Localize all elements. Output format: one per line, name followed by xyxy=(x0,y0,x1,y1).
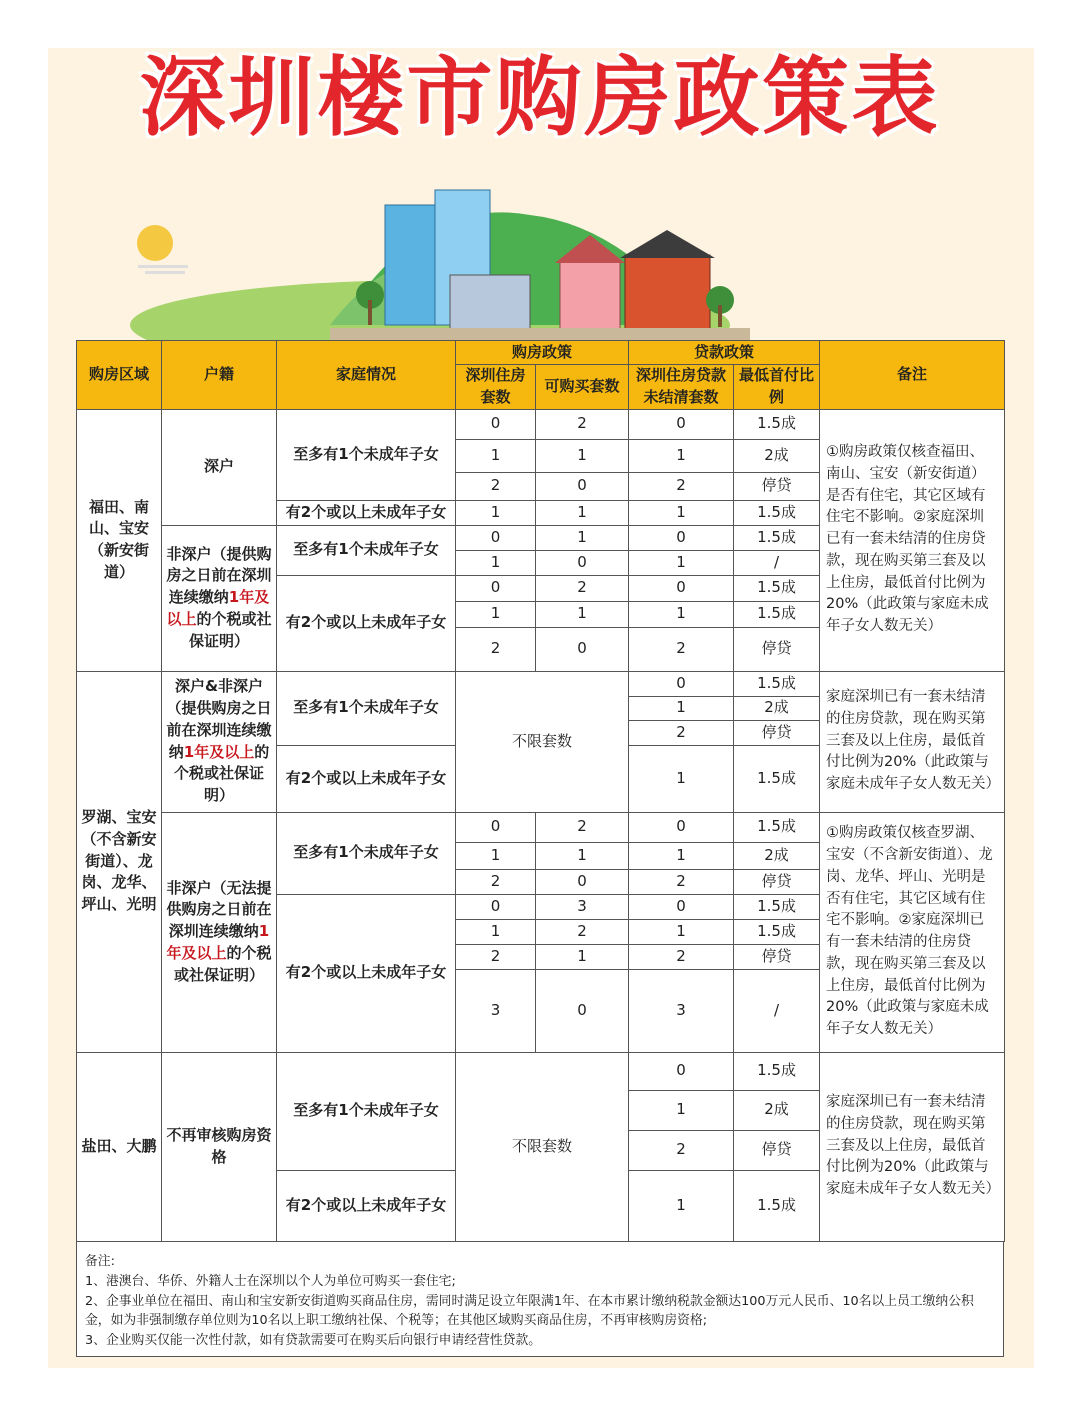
table-cell: 0 xyxy=(629,812,734,842)
table-cell: 非深户（无法提供购房之日前在深圳连续缴纳 xyxy=(166,878,272,941)
table-cell: 1 xyxy=(629,745,734,812)
table-cell: 2 xyxy=(536,575,629,601)
table-cell: 2 xyxy=(629,627,734,671)
header-buy-policy: 购房政策 xyxy=(456,341,629,365)
page-title: 深圳楼市购房政策表 xyxy=(139,48,941,148)
table-cell: 1 xyxy=(629,500,734,525)
table-cell: 0 xyxy=(629,525,734,550)
table-cell: 1 xyxy=(629,696,734,720)
table-cell: 1 xyxy=(536,500,629,525)
table-cell: / xyxy=(734,550,820,575)
table-cell: 停贷 xyxy=(734,944,820,969)
family-cell: 至多有1个未成年子女 xyxy=(277,525,456,575)
table-cell: 1.5成 xyxy=(734,409,820,439)
table-cell: 停贷 xyxy=(734,1130,820,1170)
table-cell: 2 xyxy=(536,409,629,439)
table-cell: 2 xyxy=(629,1130,734,1170)
footnote-2: 2、企事业单位在福田、南山和宝安新安街道购买商品住房，需同时满足设立年限满1年、在本市累计缴纳税款金额达100万元人民币、10名以上员工缴纳公积金，如为非强制缴存单位则为10名以上职工缴纳社保、个税等；在其他区域购买商品住房，不再审核购房资格; xyxy=(85,1293,974,1329)
table-cell: 1.5成 xyxy=(734,745,820,812)
header-owned: 深圳住房套数 xyxy=(456,365,536,410)
table-cell: 1.5成 xyxy=(734,525,820,550)
table-cell: 1 xyxy=(629,1090,734,1130)
table-cell: 1 xyxy=(536,842,629,869)
policy-table xyxy=(76,340,1004,1242)
family-cell: 至多有1个未成年子女 xyxy=(277,1052,456,1170)
region-cell: 罗湖、宝安（不含新安街道）、龙岗、龙华、坪山、光明 xyxy=(77,671,162,1052)
table-cell: 2 xyxy=(536,919,629,944)
hukou-cell: 深户 xyxy=(162,409,277,525)
header-hukou: 户籍 xyxy=(162,341,277,410)
table-cell: 0 xyxy=(536,550,629,575)
table-cell: 停贷 xyxy=(734,472,820,500)
table-cell: 0 xyxy=(456,812,536,842)
hukou-cell xyxy=(162,812,277,1052)
table-cell: 1 xyxy=(536,525,629,550)
table-row xyxy=(77,409,1005,439)
table-cell: 1 xyxy=(456,842,536,869)
table-cell: / xyxy=(734,969,820,1052)
table-cell: 1年及以上 xyxy=(166,588,270,628)
table-row xyxy=(77,812,1005,842)
unlimited-cell: 不限套数 xyxy=(456,1052,629,1241)
table-cell: 2成 xyxy=(734,696,820,720)
table-cell: 1.5成 xyxy=(734,894,820,919)
table-cell: 0 xyxy=(456,409,536,439)
family-cell: 有2个或以上未成年子女 xyxy=(277,745,456,812)
table-cell: 的个税或社保证明） xyxy=(173,742,270,804)
family-cell: 有2个或以上未成年子女 xyxy=(277,500,456,525)
table-cell: 0 xyxy=(629,894,734,919)
table-cell: 停贷 xyxy=(734,627,820,671)
remark-cell: ①购房政策仅核查福田、南山、宝安（新安街道）是否有住宅，其它区域有住宅不影响。②家庭深圳已有一套未结清的住房贷款，现在购买第三套及以上住房，最低首付比例为20%（此政策与家庭未成年子女人数无关） xyxy=(820,409,1005,671)
footnotes xyxy=(76,1242,1004,1357)
table-cell: 2 xyxy=(456,944,536,969)
table-cell: 1.5成 xyxy=(734,1170,820,1241)
table-cell: 2成 xyxy=(734,1090,820,1130)
family-cell: 至多有1个未成年子女 xyxy=(277,409,456,500)
remark-cell: 家庭深圳已有一套未结清的住房贷款，现在购买第三套及以上住房，最低首付比例为20%（此政策与家庭未成年子女人数无关） xyxy=(820,1052,1005,1241)
table-cell: 0 xyxy=(629,671,734,696)
table-cell: 0 xyxy=(536,969,629,1052)
table-cell: 0 xyxy=(629,1052,734,1090)
table-cell: 2 xyxy=(629,869,734,894)
table-cell: 0 xyxy=(536,627,629,671)
table-cell: 1年及以上 xyxy=(166,922,270,962)
table-cell: 0 xyxy=(629,409,734,439)
table-cell: 2 xyxy=(629,944,734,969)
unlimited-cell: 不限套数 xyxy=(456,671,629,812)
table-cell: 停贷 xyxy=(734,720,820,745)
table-cell: 停贷 xyxy=(734,869,820,894)
header-loan-policy: 贷款政策 xyxy=(629,341,820,365)
footnote-1: 1、港澳台、华侨、外籍人士在深圳以个人为单位可购买一套住宅; xyxy=(85,1273,456,1289)
table-cell: 0 xyxy=(456,575,536,601)
table-cell: 0 xyxy=(536,472,629,500)
table-row xyxy=(77,671,1005,696)
table-cell: 1.5成 xyxy=(734,919,820,944)
header-region: 购房区域 xyxy=(77,341,162,410)
table-cell: 非深户（提供购房之日前在深圳连续缴纳 xyxy=(166,544,272,607)
family-cell: 有2个或以上未成年子女 xyxy=(277,894,456,1052)
table-cell: 1 xyxy=(456,500,536,525)
family-cell: 有2个或以上未成年子女 xyxy=(277,575,456,671)
table-cell: 1.5成 xyxy=(734,812,820,842)
table-cell: 0 xyxy=(536,869,629,894)
table-cell: 1 xyxy=(629,550,734,575)
region-cell: 盐田、大鹏 xyxy=(77,1052,162,1241)
table-cell: 0 xyxy=(629,575,734,601)
family-cell: 至多有1个未成年子女 xyxy=(277,812,456,894)
table-cell: 0 xyxy=(456,525,536,550)
header-remark: 备注 xyxy=(820,341,1005,410)
remark-cell: ①购房政策仅核查罗湖、宝安（不含新安街道）、龙岗、龙华、坪山、光明是否有住宅，其它区域有住宅不影响。②家庭深圳已有一套未结清的住房贷款，现在购买第三套及以上住房，最低首付比例为20%（此政策与家庭未成年子女人数无关） xyxy=(820,812,1005,1052)
table-cell: 2 xyxy=(456,472,536,500)
sun-icon xyxy=(137,225,173,261)
hukou-cell xyxy=(162,525,277,671)
table-cell: 1 xyxy=(536,601,629,627)
table-cell: 1.5成 xyxy=(734,575,820,601)
table-cell: 的个税或社保证明） xyxy=(188,609,272,650)
table-cell: 1.5成 xyxy=(734,601,820,627)
family-cell: 有2个或以上未成年子女 xyxy=(277,1170,456,1241)
header-loans: 深圳住房贷款未结清套数 xyxy=(629,365,734,410)
table-cell: 1 xyxy=(629,842,734,869)
table-cell: 1.5成 xyxy=(734,671,820,696)
table-cell: 1 xyxy=(456,601,536,627)
table-cell: 1 xyxy=(629,919,734,944)
table-cell: 1 xyxy=(456,550,536,575)
footnote-heading: 备注: xyxy=(85,1254,115,1269)
table-cell: 1 xyxy=(629,601,734,627)
table-cell: 2 xyxy=(629,472,734,500)
table-cell: 2 xyxy=(456,627,536,671)
table-cell: 2 xyxy=(629,720,734,745)
table-cell: 1.5成 xyxy=(734,1052,820,1090)
table-cell: 3 xyxy=(629,969,734,1052)
family-cell: 至多有1个未成年子女 xyxy=(277,671,456,745)
table-cell: 2 xyxy=(456,869,536,894)
table-cell: 1 xyxy=(536,944,629,969)
table-cell: 0 xyxy=(456,894,536,919)
hukou-cell: 不再审核购房资格 xyxy=(162,1052,277,1241)
table-cell: 1.5成 xyxy=(734,500,820,525)
table-cell: 3 xyxy=(536,894,629,919)
header-family: 家庭情况 xyxy=(277,341,456,410)
remark-cell: 家庭深圳已有一套未结清的住房贷款，现在购买第三套及以上住房，最低首付比例为20%（此政策与家庭未成年子女人数无关） xyxy=(820,671,1005,812)
table-cell: 1 xyxy=(629,1170,734,1241)
table-cell: 2 xyxy=(536,812,629,842)
table-cell: 的个税或社保证明） xyxy=(173,943,272,984)
region-cell: 福田、南山、宝安（新安街道） xyxy=(77,409,162,671)
footnote-3: 3、企业购买仅能一次性付款，如有贷款需要可在购买后向银行申请经营性贷款。 xyxy=(85,1333,542,1349)
header-can-buy: 可购买套数 xyxy=(536,365,629,410)
table-cell: 1年及以上 xyxy=(183,742,255,761)
table-cell: 2成 xyxy=(734,439,820,472)
table-cell: 深户&非深户（提供购房之日前在深圳连续缴纳 xyxy=(166,677,272,761)
table-cell: 1 xyxy=(456,439,536,472)
table-cell: 3 xyxy=(456,969,536,1052)
table-cell: 1 xyxy=(456,919,536,944)
header-min-down: 最低首付比例 xyxy=(734,365,820,410)
hukou-cell xyxy=(162,671,277,812)
table-cell: 2成 xyxy=(734,842,820,869)
city-illustration xyxy=(100,185,820,345)
table-row xyxy=(77,1052,1005,1090)
table-cell: 1 xyxy=(629,439,734,472)
table-cell: 1 xyxy=(536,439,629,472)
